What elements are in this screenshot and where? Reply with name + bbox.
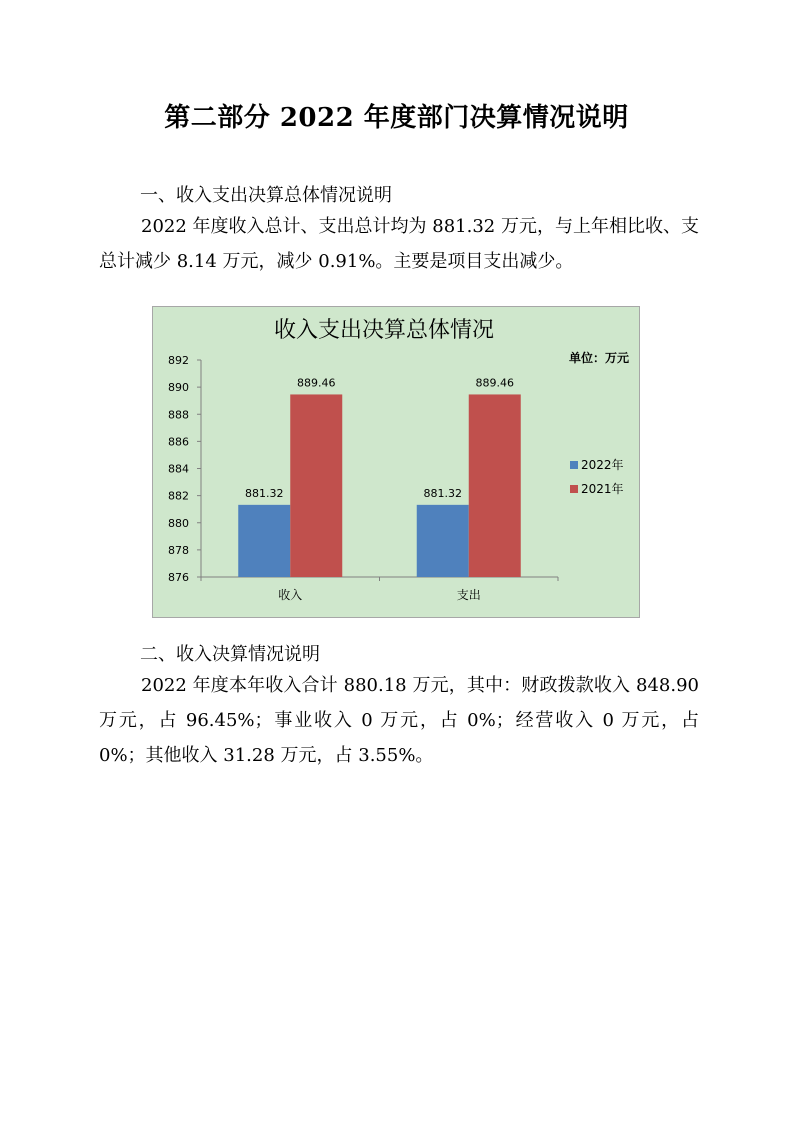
y-tick-label: 878 <box>168 543 189 557</box>
x-category-label: 收入 <box>278 588 303 602</box>
chart-svg <box>153 307 641 619</box>
chart-legend <box>570 457 624 496</box>
chart-title: 收入支出决算总体情况 <box>273 318 495 343</box>
section-1-heading: 一、收入支出决算总体情况说明 <box>140 185 392 206</box>
chart-container <box>152 306 640 618</box>
chart-unit-label: 单位：万元 <box>568 351 629 365</box>
y-axis-ticks <box>168 354 201 584</box>
data-label: 881.32 <box>245 486 284 500</box>
section-2-heading: 二、收入决算情况说明 <box>140 644 320 665</box>
y-tick-label: 882 <box>168 489 189 503</box>
bar-2022-0 <box>238 505 290 577</box>
bars-group <box>238 376 521 577</box>
legend-swatch <box>570 485 578 493</box>
legend-label: 2021年 <box>581 482 624 496</box>
y-tick-label: 880 <box>168 516 189 530</box>
x-category-label: 支出 <box>456 588 481 602</box>
y-tick-label: 888 <box>168 408 189 422</box>
bar-2021-0 <box>290 394 342 577</box>
y-tick-label: 886 <box>168 435 189 449</box>
y-tick-label: 884 <box>168 462 189 476</box>
data-label: 889.46 <box>297 376 336 390</box>
legend-label: 2022年 <box>581 458 624 472</box>
page-title: 第二部分 2022 年度部门决算情况说明 <box>164 103 629 133</box>
y-tick-label: 890 <box>168 381 189 395</box>
bar-2022-1 <box>417 505 469 577</box>
legend-swatch <box>570 461 578 469</box>
section-1-paragraph: 2022 年度收入总计、支出总计均为 881.32 万元，与上年相比收、支总计减少 8.14 万元，减少 0.91%。主要是项目支出减少。 <box>99 216 699 272</box>
y-tick-label: 892 <box>168 354 189 367</box>
x-axis-labels <box>201 577 558 602</box>
section-2-paragraph: 2022 年度本年收入合计 880.18 万元，其中：财政拨款收入 848.90 万元，占 96.45%；事业收入 0 万元，占 0%；经营收入 0 万元，占 0%；其他收入 31.28 万元，占 3.55%。 <box>99 675 699 766</box>
data-label: 889.46 <box>475 376 514 390</box>
data-label: 881.32 <box>423 486 462 500</box>
bar-2021-1 <box>469 394 521 577</box>
y-tick-label: 876 <box>168 571 189 584</box>
